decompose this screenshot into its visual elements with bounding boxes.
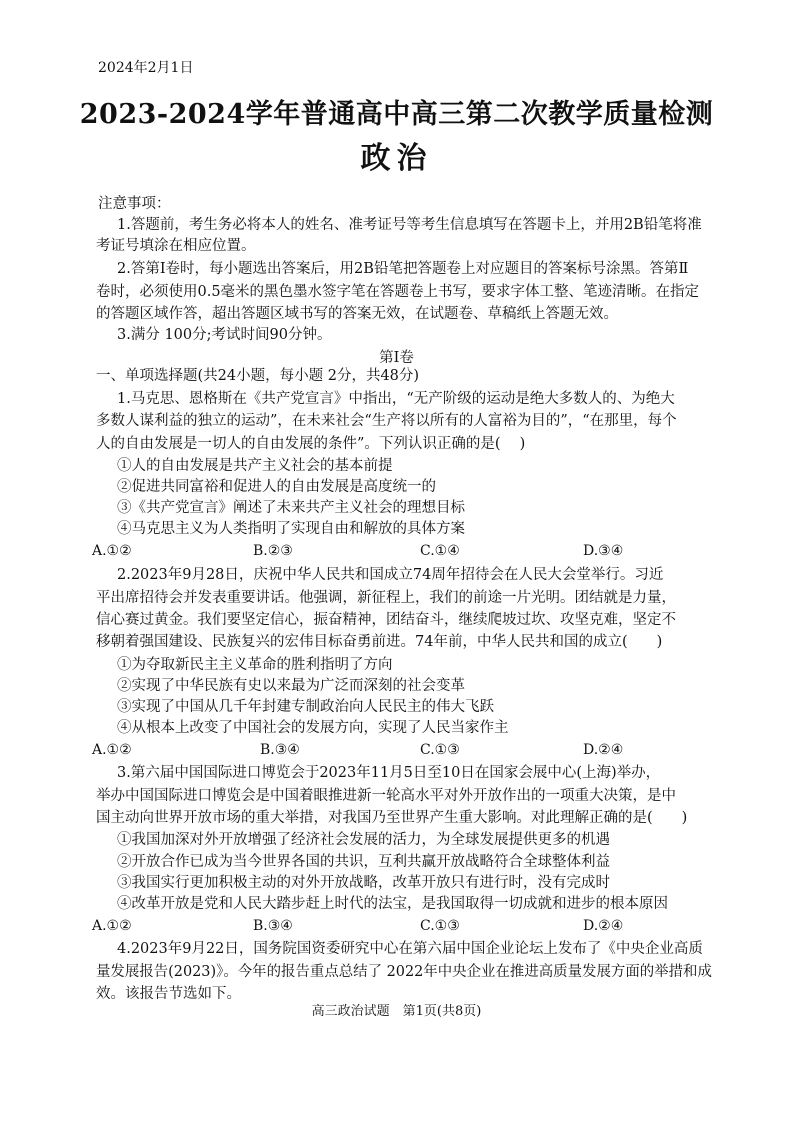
question-2-line: 平出席招待会并发表重要讲话。他强调，新征程上，我们的前途一片光明。团结就是力量，: [96, 590, 676, 606]
question-2-option-a: A.①②: [92, 742, 132, 758]
question-2-line: 移朝着强国建设、民族复兴的宏伟目标奋勇前进。74年前，中华人民共和国的成立( ): [96, 634, 663, 650]
question-3-line: 举办中国国际进口博览会是中国着眼推进新一轮高水平对外开放作出的一项重大决策，是中: [96, 788, 676, 804]
page-footer: 高三政治试题 第1页(共8页): [311, 1004, 482, 1019]
question-2-option-d: D.②④: [583, 742, 624, 758]
notice-line: 卷时，必须使用0.5毫米的黑色墨水签字笔在答题卷上书写，要求字体工整、笔迹清晰。在指定: [96, 284, 700, 300]
question-2-statement: ②实现了中华民族有史以来最为广泛而深刻的社会变革: [117, 678, 465, 694]
question-4-line: 效。该报告节选如下。: [96, 986, 241, 1002]
question-3-option-b: B.③④: [253, 918, 293, 934]
question-1-line: 1.马克思、恩格斯在《共产党宣言》中指出，“无产阶级的运动是绝大多数人的、为绝大: [117, 391, 675, 407]
question-1-option-b: B.②③: [253, 543, 293, 559]
question-2-line: 2.2023年9月28日，庆祝中华人民共和国成立74周年招待会在人民大会堂举行。习近: [117, 567, 664, 583]
exam-title: 2023-2024学年普通高中高三第二次教学质量检测: [79, 99, 714, 130]
notice-line: 3.满分 100分;考试时间90分钟。: [117, 327, 332, 343]
notice-line: 2.答第Ⅰ卷时，每小题选出答案后，用2B铅笔把答题卷上对应题目的答案标号涂黑。答第Ⅱ: [117, 261, 689, 277]
question-2-statement: ①为夺取新民主主义革命的胜利指明了方向: [117, 657, 393, 673]
question-1-line: 人的自由发展是一切人的自由发展的条件”。下列认识正确的是( ): [96, 436, 526, 452]
question-3-line: 国主动向世界开放市场的重大举措，对我国乃至世界产生重大影响。对此理解正确的是( ): [96, 810, 688, 826]
question-3-statement: ④改革开放是党和人民大踏步赶上时代的法宝，是我国取得一切成就和进步的根本原因: [117, 896, 668, 912]
question-1-statement: ④马克思主义为人类指明了实现自由和解放的具体方案: [117, 521, 465, 537]
question-3-statement: ③我国实行更加积极主动的对外开放战略，改革开放只有进行时，没有完成时: [117, 875, 610, 891]
notice-line: 1.答题前，考生务必将本人的姓名、准考证号等考生信息填写在答题卡上，并用2B铅笔将准: [117, 217, 702, 233]
question-3-option-d: D.②④: [583, 918, 624, 934]
question-1-option-c: C.①④: [420, 543, 460, 559]
question-2-statement: ③实现了中国从几千年封建专制政治向人民民主的伟大飞跃: [117, 699, 494, 715]
exam-date: 2024年2月1日: [98, 60, 194, 76]
question-3-statement: ①我国加深对外开放增强了经济社会发展的活力，为全球发展提供更多的机遇: [117, 832, 610, 848]
question-1-line: 多数人谋利益的独立的运动”，在未来社会“生产将以所有的人富裕为目的”，“在那里，每个: [96, 413, 677, 429]
notice-line: 考证号填涂在相应位置。: [96, 238, 256, 254]
question-1-statement: ③《共产党宣言》阐述了未来共产主义社会的理想目标: [117, 500, 465, 516]
question-3-line: 3.第六届中国国际进口博览会于2023年11月5日至10日在国家会展中心(上海)举办，: [117, 765, 661, 781]
question-1-option-d: D.③④: [583, 543, 624, 559]
question-1-option-a: A.①②: [92, 543, 132, 559]
question-2-statement: ④从根本上改变了中国社会的发展方向，实现了人民当家作主: [117, 720, 509, 736]
notice-line: 的答题区域作答，超出答题区域书写的答案无效，在试题卷、草稿纸上答题无效。: [96, 306, 618, 322]
question-2-option-c: C.①③: [420, 742, 460, 758]
question-1-statement: ②促进共同富裕和促进人的自由发展是高度统一的: [117, 479, 436, 495]
notice-heading: 注意事项：: [98, 196, 171, 212]
section-heading: 第Ⅰ卷: [379, 350, 414, 366]
part-heading: 一、单项选择题(共24小题，每小题 2分，共48分): [96, 368, 420, 384]
question-2-option-b: B.③④: [260, 742, 300, 758]
question-3-option-a: A.①②: [92, 918, 132, 934]
question-4-line: 量发展报告(2023)》。今年的报告重点总结了 2022年中央企业在推进高质量发展方面的举措和成: [96, 964, 712, 980]
question-2-line: 信心赛过黄金。我们要坚定信心，振奋精神，团结奋斗，继续爬坡过坎、攻坚克难，坚定不: [96, 612, 676, 628]
question-3-statement: ②开放合作已成为当今世界各国的共识，互利共赢开放战略符合全球整体利益: [117, 854, 610, 870]
question-4-line: 4.2023年9月22日，国务院国资委研究中心在第六届中国企业论坛上发布了《中央企业高质: [117, 941, 703, 957]
exam-subject: 政治: [360, 141, 433, 176]
question-3-option-c: C.①③: [420, 918, 460, 934]
question-1-statement: ①人的自由发展是共产主义社会的基本前提: [117, 458, 393, 474]
